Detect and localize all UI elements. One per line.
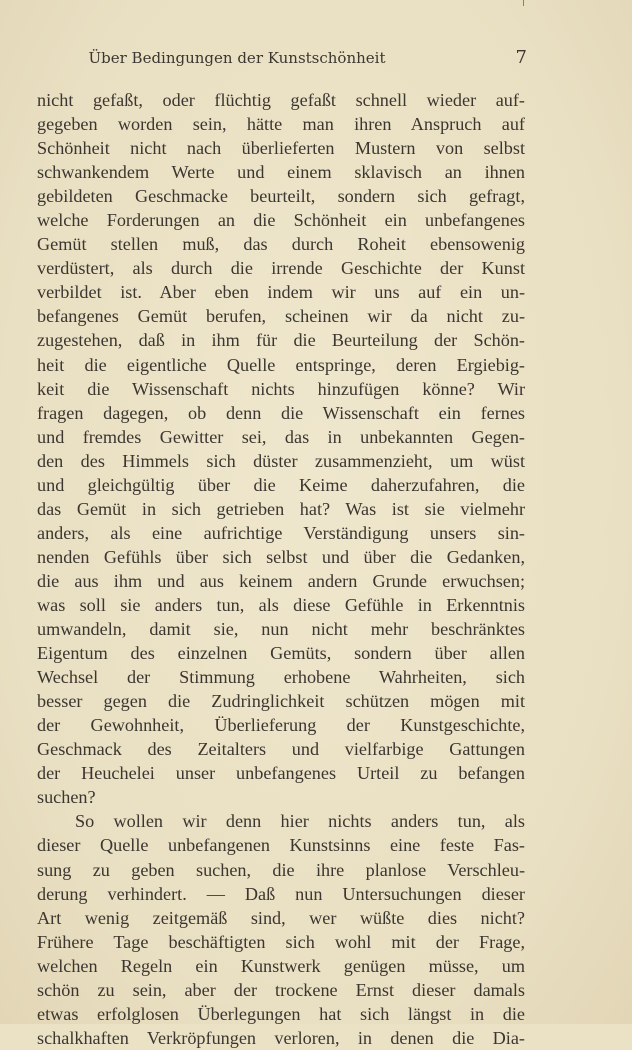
text-line: welche Forderungen an die Schönheit ein unbefangenes: [37, 210, 525, 231]
text-line: welchen Regeln ein Kunstwerk genügen müsse, um: [37, 955, 525, 976]
text-line: das Gemüt in sich getrieben hat? Was ist sie vielmehr: [37, 498, 525, 519]
text-line: und gleichgültig über die Keime daherzufahren, die: [37, 474, 525, 495]
text-line: besser gegen die Zudringlichkeit schützen mögen mit: [37, 691, 525, 712]
text-line: keit die Wissenschaft nichts hinzufügen könne? Wir: [37, 378, 525, 399]
text-line: Schönheit nicht nach überlieferten Mustern von selbst: [37, 138, 525, 159]
text-line: nenden Gefühls über sich selbst und über die Gedanken,: [37, 546, 525, 567]
text-line: derung verhindert. — Daß nun Untersuchungen dieser: [37, 883, 525, 904]
running-title: Über Bedingungen der Kunstschönheit: [88, 49, 386, 67]
page-header: [37, 49, 527, 71]
text-line: gegeben worden sein, hätte man ihren Anspruch auf: [37, 114, 525, 135]
text-line: Eigentum des einzelnen Gemüts, sondern über allen: [37, 643, 525, 664]
text-line: nicht gefaßt, oder flüchtig gefaßt schnell wieder auf-: [37, 90, 525, 110]
text-line: befangenes Gemüt berufen, scheinen wir da nicht zu-: [37, 306, 525, 327]
text-line: verbildet ist. Aber eben indem wir uns auf ein un-: [37, 282, 525, 303]
text-line: Frühere Tage beschäftigten sich wohl mit der Frage,: [37, 931, 525, 952]
text-line: verdüstert, als durch die irrende Geschichte der Kunst: [37, 258, 525, 279]
text-line: die aus ihm und aus keinem andern Grunde erwuchsen;: [37, 570, 525, 591]
text-line: Art wenig zeitgemäß sind, wer wüßte dies nicht?: [37, 907, 525, 928]
text-line: sung zu geben suchen, die ihre planlose Verschleu-: [37, 859, 525, 880]
body-text: [37, 88, 525, 1050]
text-line: schalkhaften Verkröpfungen verloren, in denen die Dia-: [37, 1027, 525, 1048]
text-line: zugestehen, daß in ihm für die Beurteilung der Schön-: [37, 330, 525, 351]
text-line: schwankendem Werte und einem sklavisch an ihnen: [37, 162, 525, 183]
text-line: was soll sie anders tun, als diese Gefühle in Erkenntnis: [37, 594, 525, 615]
text-line: Wechsel der Stimmung erhobene Wahrheiten, sich: [37, 667, 525, 688]
text-line: anders, als eine aufrichtige Verständigung unsers sin-: [37, 522, 525, 543]
text-line: gebildeten Geschmacke beurteilt, sondern sich gefragt,: [37, 186, 525, 207]
text-line: und fremdes Gewitter sei, das in unbekannten Gegen-: [37, 426, 525, 447]
text-line: etwas erfolglosen Überlegungen hat sich längst in die: [37, 1003, 525, 1024]
text-line: So wollen wir denn hier nichts anders tun, als: [75, 811, 525, 832]
text-line: schön zu sein, aber der trockene Ernst dieser damals: [37, 979, 525, 1000]
scan-speck: [523, 0, 524, 6]
text-line: der Heuchelei unser unbefangenes Urteil zu befangen: [37, 763, 525, 784]
text-line: Gemüt stellen muß, das durch Roheit ebensowenig: [37, 234, 525, 255]
text-line: den des Himmels sich düster zusammenzieht, um wüst: [37, 450, 525, 471]
text-line: fragen dagegen, ob denn die Wissenschaft ein fernes: [37, 402, 525, 423]
text-line: suchen?: [37, 787, 96, 808]
text-line: heit die eigentliche Quelle entspringe, deren Ergiebig-: [37, 354, 525, 375]
page-number: 7: [515, 47, 527, 68]
text-line: der Gewohnheit, Überlieferung der Kunstgeschichte,: [37, 715, 525, 736]
text-line: Geschmack des Zeitalters und vielfarbige Gattungen: [37, 739, 525, 760]
text-line: dieser Quelle unbefangenen Kunstsinns eine feste Fas-: [37, 835, 525, 856]
text-line: umwandeln, damit sie, nun nicht mehr beschränktes: [37, 619, 525, 640]
